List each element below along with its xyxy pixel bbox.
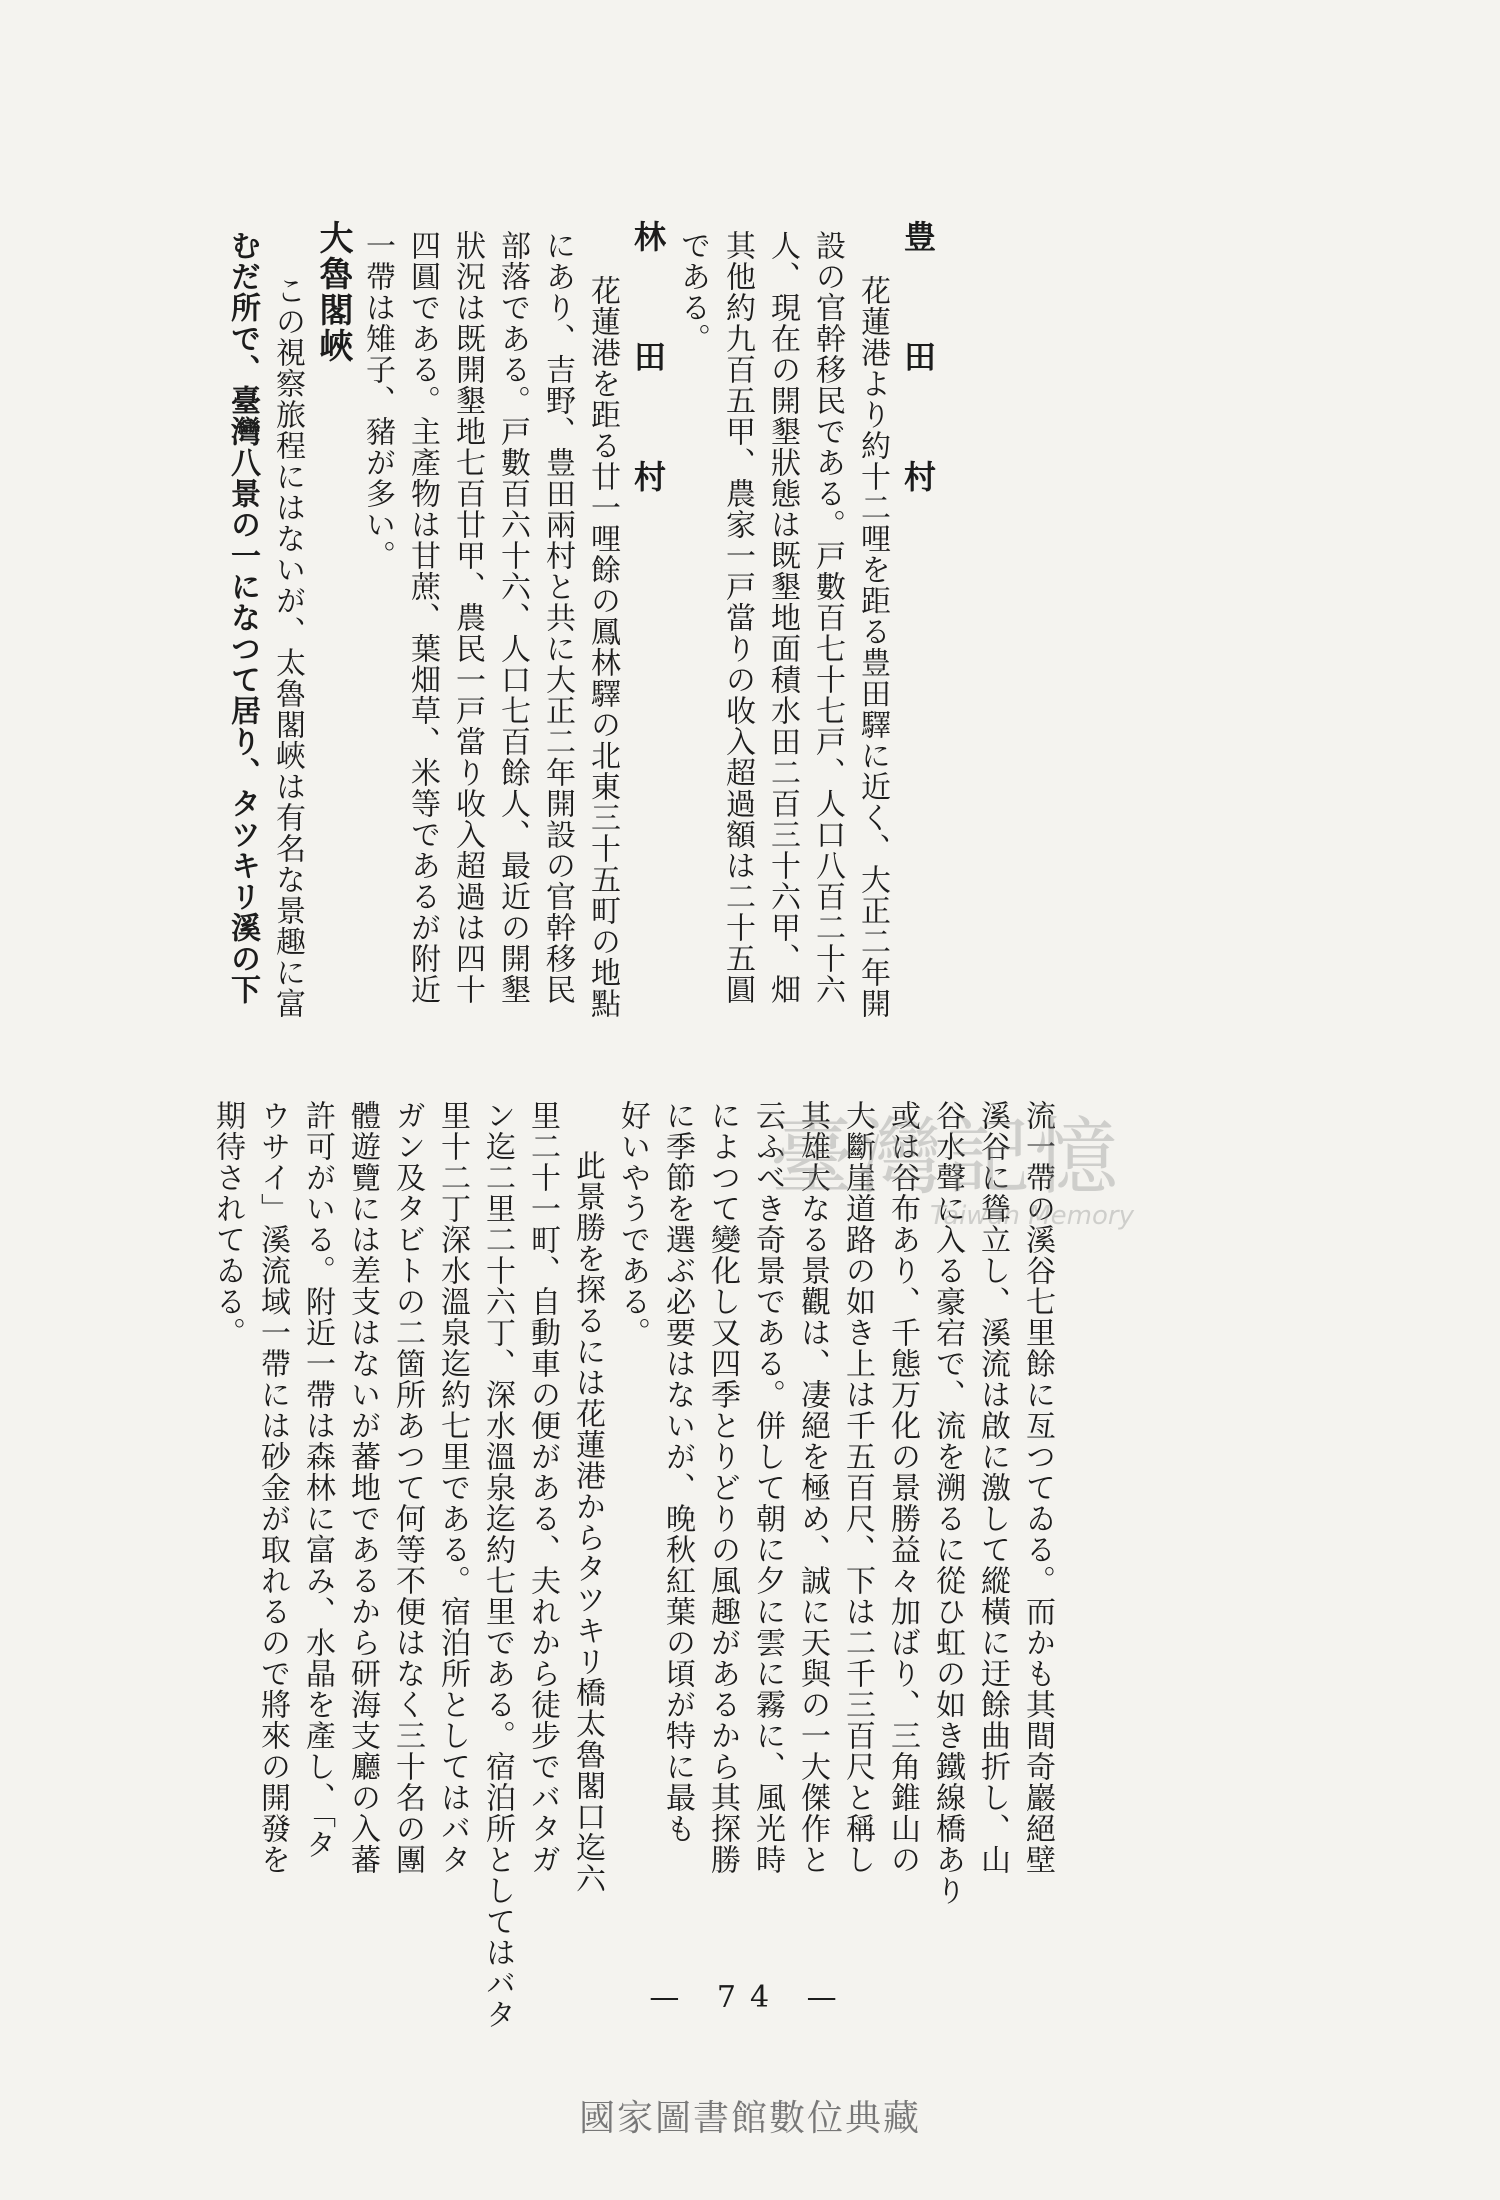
upper-text-column: にあり、吉野、豊田兩村と共に大正二年開設の官幹移民	[540, 230, 575, 1005]
lower-text-column: 許可がいる。附近一帶は森林に富み、水晶を產し、「タ	[300, 1100, 335, 1860]
watermark-sub-text: Taiwan Memory	[930, 1201, 1134, 1231]
upper-text-column: 其他約九百五甲、農家一戸當りの收入超過額は二十五圓	[720, 230, 755, 1005]
upper-text-column: むだ所で、臺灣八景の一になつて居り、タツキリ溪の下	[225, 230, 260, 1005]
upper-text-column: 四圓である。主產物は甘蔗、葉畑草、米等であるが附近	[405, 230, 440, 1005]
lower-text-column: 大斷崖道路の如き上は千五百尺、下は二千三百尺と稱し	[840, 1100, 875, 1875]
lower-text-column: 其雄大なる景觀は、凄絕を極め、誠に天與の一大傑作と	[795, 1100, 830, 1875]
lower-text-column: ガン及タビトの二箇所あつて何等不便はなく三十名の團	[390, 1100, 425, 1875]
upper-heading: 大魯閣峽	[313, 220, 353, 364]
lower-text-column: に季節を選ぶ必要はないが、晚秋紅葉の頃が特に最も	[660, 1100, 695, 1844]
lower-text-column: 云ふべき奇景である。併して朝に夕に雲に霧に、風光時	[750, 1100, 785, 1875]
upper-text-block	[220, 220, 940, 1080]
lower-text-column: 里十二丁深水溫泉迄約七里である。宿泊所としてはバタ	[435, 1100, 470, 1875]
lower-text-column: 谷水聲に入る豪宕で、流を溯るに從ひ虹の如き鐵線橋あり	[930, 1100, 965, 1906]
lower-text-column: 里二十一町、自動車の便がある、夫れから徒步でバタガ	[525, 1100, 560, 1875]
upper-text-column: 部落である。戸數百六十六、人口七百餘人、最近の開墾	[495, 230, 530, 1005]
upper-heading: 豊 田 村	[899, 220, 937, 520]
upper-text-column: 設の官幹移民である。戸數百七十七戸、人口八百二十六	[810, 230, 845, 1005]
lower-text-column: 體遊覽には差支はないが蕃地であるから研海支廳の入蕃	[345, 1100, 380, 1875]
watermark-main-text: 臺灣記憶	[770, 1108, 1123, 1206]
upper-text-column: 花蓮港より約十二哩を距る豊田驛に近く、大正二年開	[855, 275, 890, 1019]
upper-text-column: 花蓮港を距る廿一哩餘の鳳林驛の北東三十五町の地點	[585, 275, 620, 1019]
upper-text-column: 一帶は雉子、豬が多い。	[360, 230, 395, 571]
lower-text-column: 或は谷布あり、千態万化の景勝益々加ばり、三角錐山の	[885, 1100, 920, 1875]
lower-text-column: 流一帶の溪谷七里餘に亙つてゐる。而かも其間奇巖絕壁	[1020, 1100, 1055, 1875]
lower-text-column: 溪谷に聳立し、溪流は啟に激して縱橫に迂餘曲折し、山	[975, 1100, 1010, 1875]
page-number: — 74 —	[649, 1980, 851, 2015]
upper-text-column: この視察旅程にはないが、太魯閣峽は有名な景趣に富	[270, 275, 305, 1019]
library-caption: 國家圖書館數位典藏	[578, 2098, 921, 2139]
lower-text-column: 期待されてゐる。	[210, 1100, 245, 1348]
lower-text-column: ウサイ」溪流域一帶には砂金が取れるので將來の開發を	[255, 1100, 290, 1875]
upper-text-column: 狀況は既開墾地七百廿甲、農民一戸當り收入超過は四十	[450, 230, 485, 1005]
upper-text-column: 人、現在の開墾狀態は既墾地面積水田二百三十六甲、畑	[765, 230, 800, 1005]
lower-text-column: 好いやうである。	[615, 1100, 650, 1348]
lower-text-column: ン迄二里二十六丁、深水溫泉迄約七里である。宿泊所としてはバタ	[480, 1100, 515, 2030]
lower-text-column: 此景勝を探るには花蓮港からタツキリ橋太魯閣口迄六	[570, 1150, 605, 1894]
lower-text-column: によつて變化し又四季とりどりの風趣があるから其探勝	[705, 1100, 740, 1875]
upper-text-column: である。	[675, 230, 710, 354]
upper-heading: 林 田 村	[629, 220, 667, 520]
